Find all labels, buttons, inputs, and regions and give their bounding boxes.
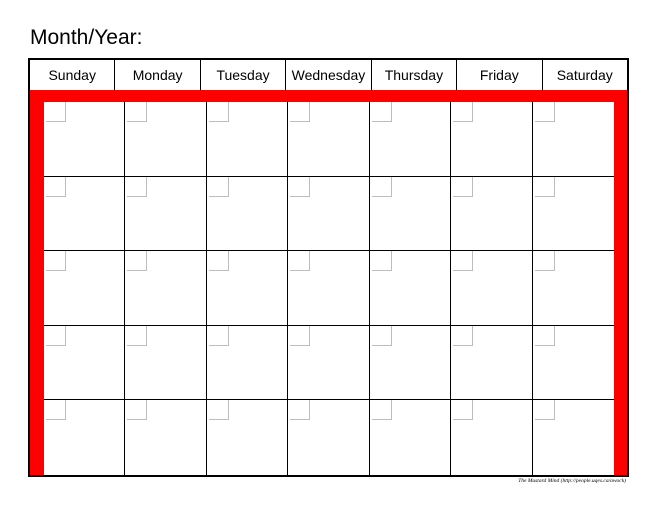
day-cell[interactable] bbox=[451, 177, 532, 252]
date-number-box bbox=[453, 326, 473, 346]
day-cell[interactable] bbox=[370, 177, 451, 252]
day-cell[interactable] bbox=[451, 251, 532, 326]
page-title: Month/Year: bbox=[30, 26, 143, 49]
date-number-box bbox=[372, 326, 392, 346]
day-cell[interactable] bbox=[207, 251, 288, 326]
day-cell[interactable] bbox=[44, 102, 125, 177]
weekday-saturday: Saturday bbox=[556, 67, 613, 83]
day-cell[interactable] bbox=[533, 251, 614, 326]
day-cell[interactable] bbox=[207, 400, 288, 475]
day-cell[interactable] bbox=[44, 326, 125, 401]
day-cell[interactable] bbox=[451, 400, 532, 475]
day-cell[interactable] bbox=[125, 177, 206, 252]
day-cell[interactable] bbox=[207, 102, 288, 177]
day-cell[interactable] bbox=[44, 177, 125, 252]
date-number-box bbox=[127, 102, 147, 122]
day-cell[interactable] bbox=[288, 177, 369, 252]
day-cell[interactable] bbox=[288, 326, 369, 401]
date-number-box bbox=[453, 251, 473, 271]
date-number-box bbox=[535, 251, 555, 271]
date-number-box bbox=[290, 177, 310, 197]
date-number-box bbox=[535, 400, 555, 420]
weekday-header bbox=[30, 60, 627, 90]
calendar bbox=[28, 58, 629, 477]
day-cell[interactable] bbox=[125, 326, 206, 401]
date-number-box bbox=[535, 326, 555, 346]
day-cell[interactable] bbox=[288, 251, 369, 326]
date-number-box bbox=[290, 102, 310, 122]
day-cell[interactable] bbox=[125, 251, 206, 326]
day-cell[interactable] bbox=[451, 326, 532, 401]
day-cell[interactable] bbox=[370, 102, 451, 177]
date-number-box bbox=[453, 102, 473, 122]
weekday-friday: Friday bbox=[457, 60, 542, 90]
date-number-box bbox=[209, 400, 229, 420]
date-number-box bbox=[127, 400, 147, 420]
day-cell[interactable] bbox=[125, 102, 206, 177]
date-number-box bbox=[46, 177, 66, 197]
date-number-box bbox=[209, 326, 229, 346]
weekday-wednesday: Wednesday bbox=[286, 60, 371, 90]
weekday-sunday: Sunday bbox=[30, 60, 115, 90]
day-cell[interactable] bbox=[533, 177, 614, 252]
day-cell[interactable] bbox=[451, 102, 532, 177]
day-cell[interactable] bbox=[533, 400, 614, 475]
date-number-box bbox=[46, 102, 66, 122]
date-number-box bbox=[372, 400, 392, 420]
day-cell[interactable] bbox=[44, 251, 125, 326]
date-number-box bbox=[372, 177, 392, 197]
day-cell[interactable] bbox=[370, 326, 451, 401]
credit-text: The Mustard Mind (http://people.uqes.ca/awock) bbox=[518, 478, 626, 484]
date-number-box bbox=[372, 102, 392, 122]
day-cell[interactable] bbox=[207, 326, 288, 401]
weekday-monday: Monday bbox=[115, 60, 200, 90]
day-cell[interactable] bbox=[207, 177, 288, 252]
day-cell[interactable] bbox=[288, 400, 369, 475]
date-number-box bbox=[209, 177, 229, 197]
day-cell[interactable] bbox=[370, 251, 451, 326]
date-number-box bbox=[535, 102, 555, 122]
day-cell[interactable] bbox=[533, 102, 614, 177]
date-number-box bbox=[453, 400, 473, 420]
date-number-box bbox=[290, 400, 310, 420]
calendar-grid bbox=[44, 102, 614, 475]
date-number-box bbox=[290, 326, 310, 346]
date-number-box bbox=[290, 251, 310, 271]
day-cell[interactable] bbox=[288, 102, 369, 177]
weekday-tuesday: Tuesday bbox=[201, 60, 286, 90]
day-cell[interactable] bbox=[44, 400, 125, 475]
date-number-box bbox=[209, 102, 229, 122]
date-number-box bbox=[535, 177, 555, 197]
date-number-box bbox=[372, 251, 392, 271]
date-number-box bbox=[127, 177, 147, 197]
weekday-thursday: Thursday bbox=[372, 60, 457, 90]
day-cell[interactable] bbox=[125, 400, 206, 475]
date-number-box bbox=[209, 251, 229, 271]
date-number-box bbox=[46, 251, 66, 271]
date-number-box bbox=[127, 326, 147, 346]
date-number-box bbox=[46, 326, 66, 346]
day-cell[interactable] bbox=[370, 400, 451, 475]
date-number-box bbox=[127, 251, 147, 271]
date-number-box bbox=[453, 177, 473, 197]
day-cell[interactable] bbox=[533, 326, 614, 401]
date-number-box bbox=[46, 400, 66, 420]
